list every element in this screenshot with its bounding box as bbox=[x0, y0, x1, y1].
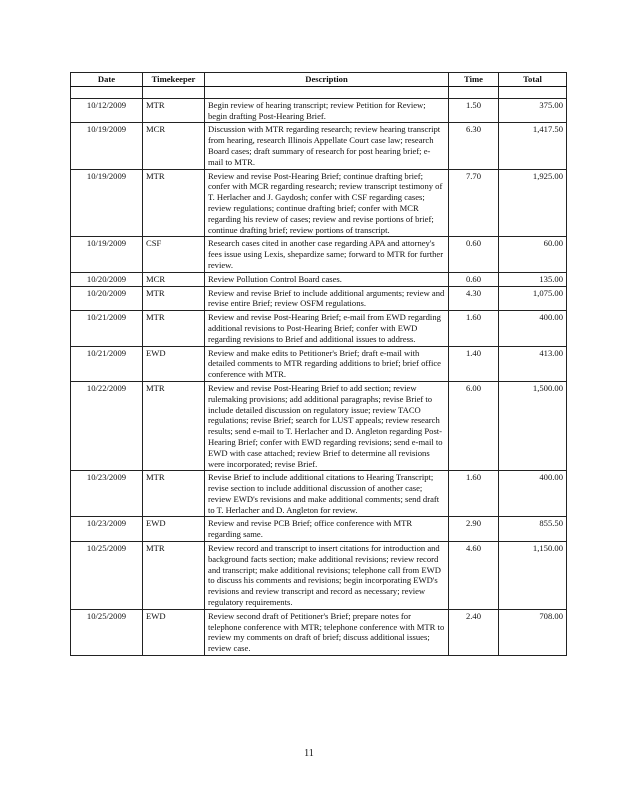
total-cell: 375.00 bbox=[499, 98, 567, 123]
table-row bbox=[71, 169, 567, 237]
time-cell: 4.30 bbox=[449, 286, 499, 311]
date-cell: 10/21/2009 bbox=[71, 346, 143, 381]
header-timekeeper: Timekeeper bbox=[143, 73, 205, 87]
table-row bbox=[71, 286, 567, 311]
table-row bbox=[71, 381, 567, 470]
timekeeper-cell: MTR bbox=[143, 169, 205, 237]
table-row bbox=[71, 272, 567, 286]
timekeeper-cell: EWD bbox=[143, 609, 205, 655]
description-cell: Review and revise Post-Hearing Brief to add section; review rulemaking provisions; add additional paragraphs; revise Brief to include detailed discussion on regulatory issue; review TACO regulations; revise Brief; search for LUST appeals; review research results; send e-mail to T. Herlacher and D. Angleton regarding Post-Hearing Brief; confer with EWD regarding revisions; send e-mail to EWD with case attached; review Brief to determine all revisions were incorporated; revise Brief. bbox=[205, 381, 449, 470]
timekeeper-cell: EWD bbox=[143, 517, 205, 542]
description-cell: Review record and transcript to insert citations for introduction and background facts section; make additional revisions; review record and transcript; make additional revisions; telephone call from EWD to discuss his comments and revisions; begin incorporating EWD's revisions and review transcript and record as necessary; review regulatory requirements. bbox=[205, 542, 449, 610]
total-cell: 413.00 bbox=[499, 346, 567, 381]
total-cell: 855.50 bbox=[499, 517, 567, 542]
time-cell: 1.40 bbox=[449, 346, 499, 381]
header-date: Date bbox=[71, 73, 143, 87]
timekeeper-cell: MTR bbox=[143, 98, 205, 123]
description-cell: Research cases cited in another case regarding APA and attorney's fees issue using Lexis, shepardize same; forward to MTR for further review. bbox=[205, 237, 449, 272]
timekeeper-cell: MCR bbox=[143, 123, 205, 169]
time-cell: 0.60 bbox=[449, 272, 499, 286]
timekeeper-cell: MTR bbox=[143, 286, 205, 311]
description-cell: Review and revise PCB Brief; office conference with MTR regarding same. bbox=[205, 517, 449, 542]
total-cell: 400.00 bbox=[499, 471, 567, 517]
time-cell: 6.00 bbox=[449, 381, 499, 470]
date-cell: 10/19/2009 bbox=[71, 169, 143, 237]
date-cell: 10/25/2009 bbox=[71, 609, 143, 655]
table-row bbox=[71, 311, 567, 346]
time-cell: 0.60 bbox=[449, 237, 499, 272]
timekeeper-cell: CSF bbox=[143, 237, 205, 272]
table-header-row bbox=[71, 73, 567, 87]
date-cell: 10/19/2009 bbox=[71, 123, 143, 169]
table-row bbox=[71, 346, 567, 381]
description-cell: Review Pollution Control Board cases. bbox=[205, 272, 449, 286]
spacer-row bbox=[71, 86, 567, 98]
total-cell: 1,500.00 bbox=[499, 381, 567, 470]
table-row bbox=[71, 98, 567, 123]
timekeeper-cell: EWD bbox=[143, 346, 205, 381]
date-cell: 10/19/2009 bbox=[71, 237, 143, 272]
total-cell: 1,075.00 bbox=[499, 286, 567, 311]
time-cell: 2.90 bbox=[449, 517, 499, 542]
table-row bbox=[71, 471, 567, 517]
date-cell: 10/23/2009 bbox=[71, 471, 143, 517]
billing-table bbox=[70, 72, 567, 656]
header-description: Description bbox=[205, 73, 449, 87]
date-cell: 10/23/2009 bbox=[71, 517, 143, 542]
date-cell: 10/20/2009 bbox=[71, 286, 143, 311]
total-cell: 708.00 bbox=[499, 609, 567, 655]
table-row bbox=[71, 123, 567, 169]
description-cell: Review and revise Brief to include additional arguments; review and revise entire Brief; review OSFM regulations. bbox=[205, 286, 449, 311]
description-cell: Review second draft of Petitioner's Brief; prepare notes for telephone conference with MTR; telephone conference with MTR to review my comments on draft of brief; discuss additional issues; review case. bbox=[205, 609, 449, 655]
time-cell: 1.60 bbox=[449, 471, 499, 517]
description-cell: Revise Brief to include additional citations to Hearing Transcript; revise section to include additional discussion of another case; review EWD's revisions and make additional comments; send draft to T. Herlacher and D. Angleton for review. bbox=[205, 471, 449, 517]
total-cell: 1,150.00 bbox=[499, 542, 567, 610]
total-cell: 135.00 bbox=[499, 272, 567, 286]
description-cell: Review and revise Post-Hearing Brief; e-mail from EWD regarding additional revisions to Post-Hearing Brief; confer with EWD regarding revisions to Brief and additional issues to address. bbox=[205, 311, 449, 346]
timekeeper-cell: MTR bbox=[143, 381, 205, 470]
date-cell: 10/20/2009 bbox=[71, 272, 143, 286]
table-row bbox=[71, 609, 567, 655]
page-number: 11 bbox=[304, 748, 314, 759]
timekeeper-cell: MTR bbox=[143, 311, 205, 346]
time-cell: 4.60 bbox=[449, 542, 499, 610]
table-row bbox=[71, 237, 567, 272]
timekeeper-cell: MTR bbox=[143, 542, 205, 610]
description-cell: Review and make edits to Petitioner's Brief; draft e-mail with detailed comments to MTR regarding additions to brief; brief office conference with MTR. bbox=[205, 346, 449, 381]
time-cell: 1.50 bbox=[449, 98, 499, 123]
total-cell: 1,925.00 bbox=[499, 169, 567, 237]
table-row bbox=[71, 517, 567, 542]
total-cell: 60.00 bbox=[499, 237, 567, 272]
time-cell: 6.30 bbox=[449, 123, 499, 169]
date-cell: 10/21/2009 bbox=[71, 311, 143, 346]
total-cell: 1,417.50 bbox=[499, 123, 567, 169]
total-cell: 400.00 bbox=[499, 311, 567, 346]
time-cell: 7.70 bbox=[449, 169, 499, 237]
date-cell: 10/12/2009 bbox=[71, 98, 143, 123]
description-cell: Discussion with MTR regarding research; review hearing transcript from hearing, research Illinois Appellate Court case law; research Board cases; draft summary of research for post hearing brief; e-mail to MTR. bbox=[205, 123, 449, 169]
header-time: Time bbox=[449, 73, 499, 87]
time-cell: 1.60 bbox=[449, 311, 499, 346]
header-total: Total bbox=[499, 73, 567, 87]
date-cell: 10/22/2009 bbox=[71, 381, 143, 470]
timekeeper-cell: MTR bbox=[143, 471, 205, 517]
description-cell: Begin review of hearing transcript; review Petition for Review; begin drafting Post-Hearing Brief. bbox=[205, 98, 449, 123]
time-cell: 2.40 bbox=[449, 609, 499, 655]
description-cell: Review and revise Post-Hearing Brief; continue drafting brief; confer with MCR regarding research; review transcript testimony of T. Herlacher and J. Gaydosh; confer with CSF regarding cases; review regulations; continue drafting brief; confer with MCR regarding his review of cases; review and revise portions of brief; continue drafting brief; review portions of transcript. bbox=[205, 169, 449, 237]
date-cell: 10/25/2009 bbox=[71, 542, 143, 610]
timekeeper-cell: MCR bbox=[143, 272, 205, 286]
table-row bbox=[71, 542, 567, 610]
